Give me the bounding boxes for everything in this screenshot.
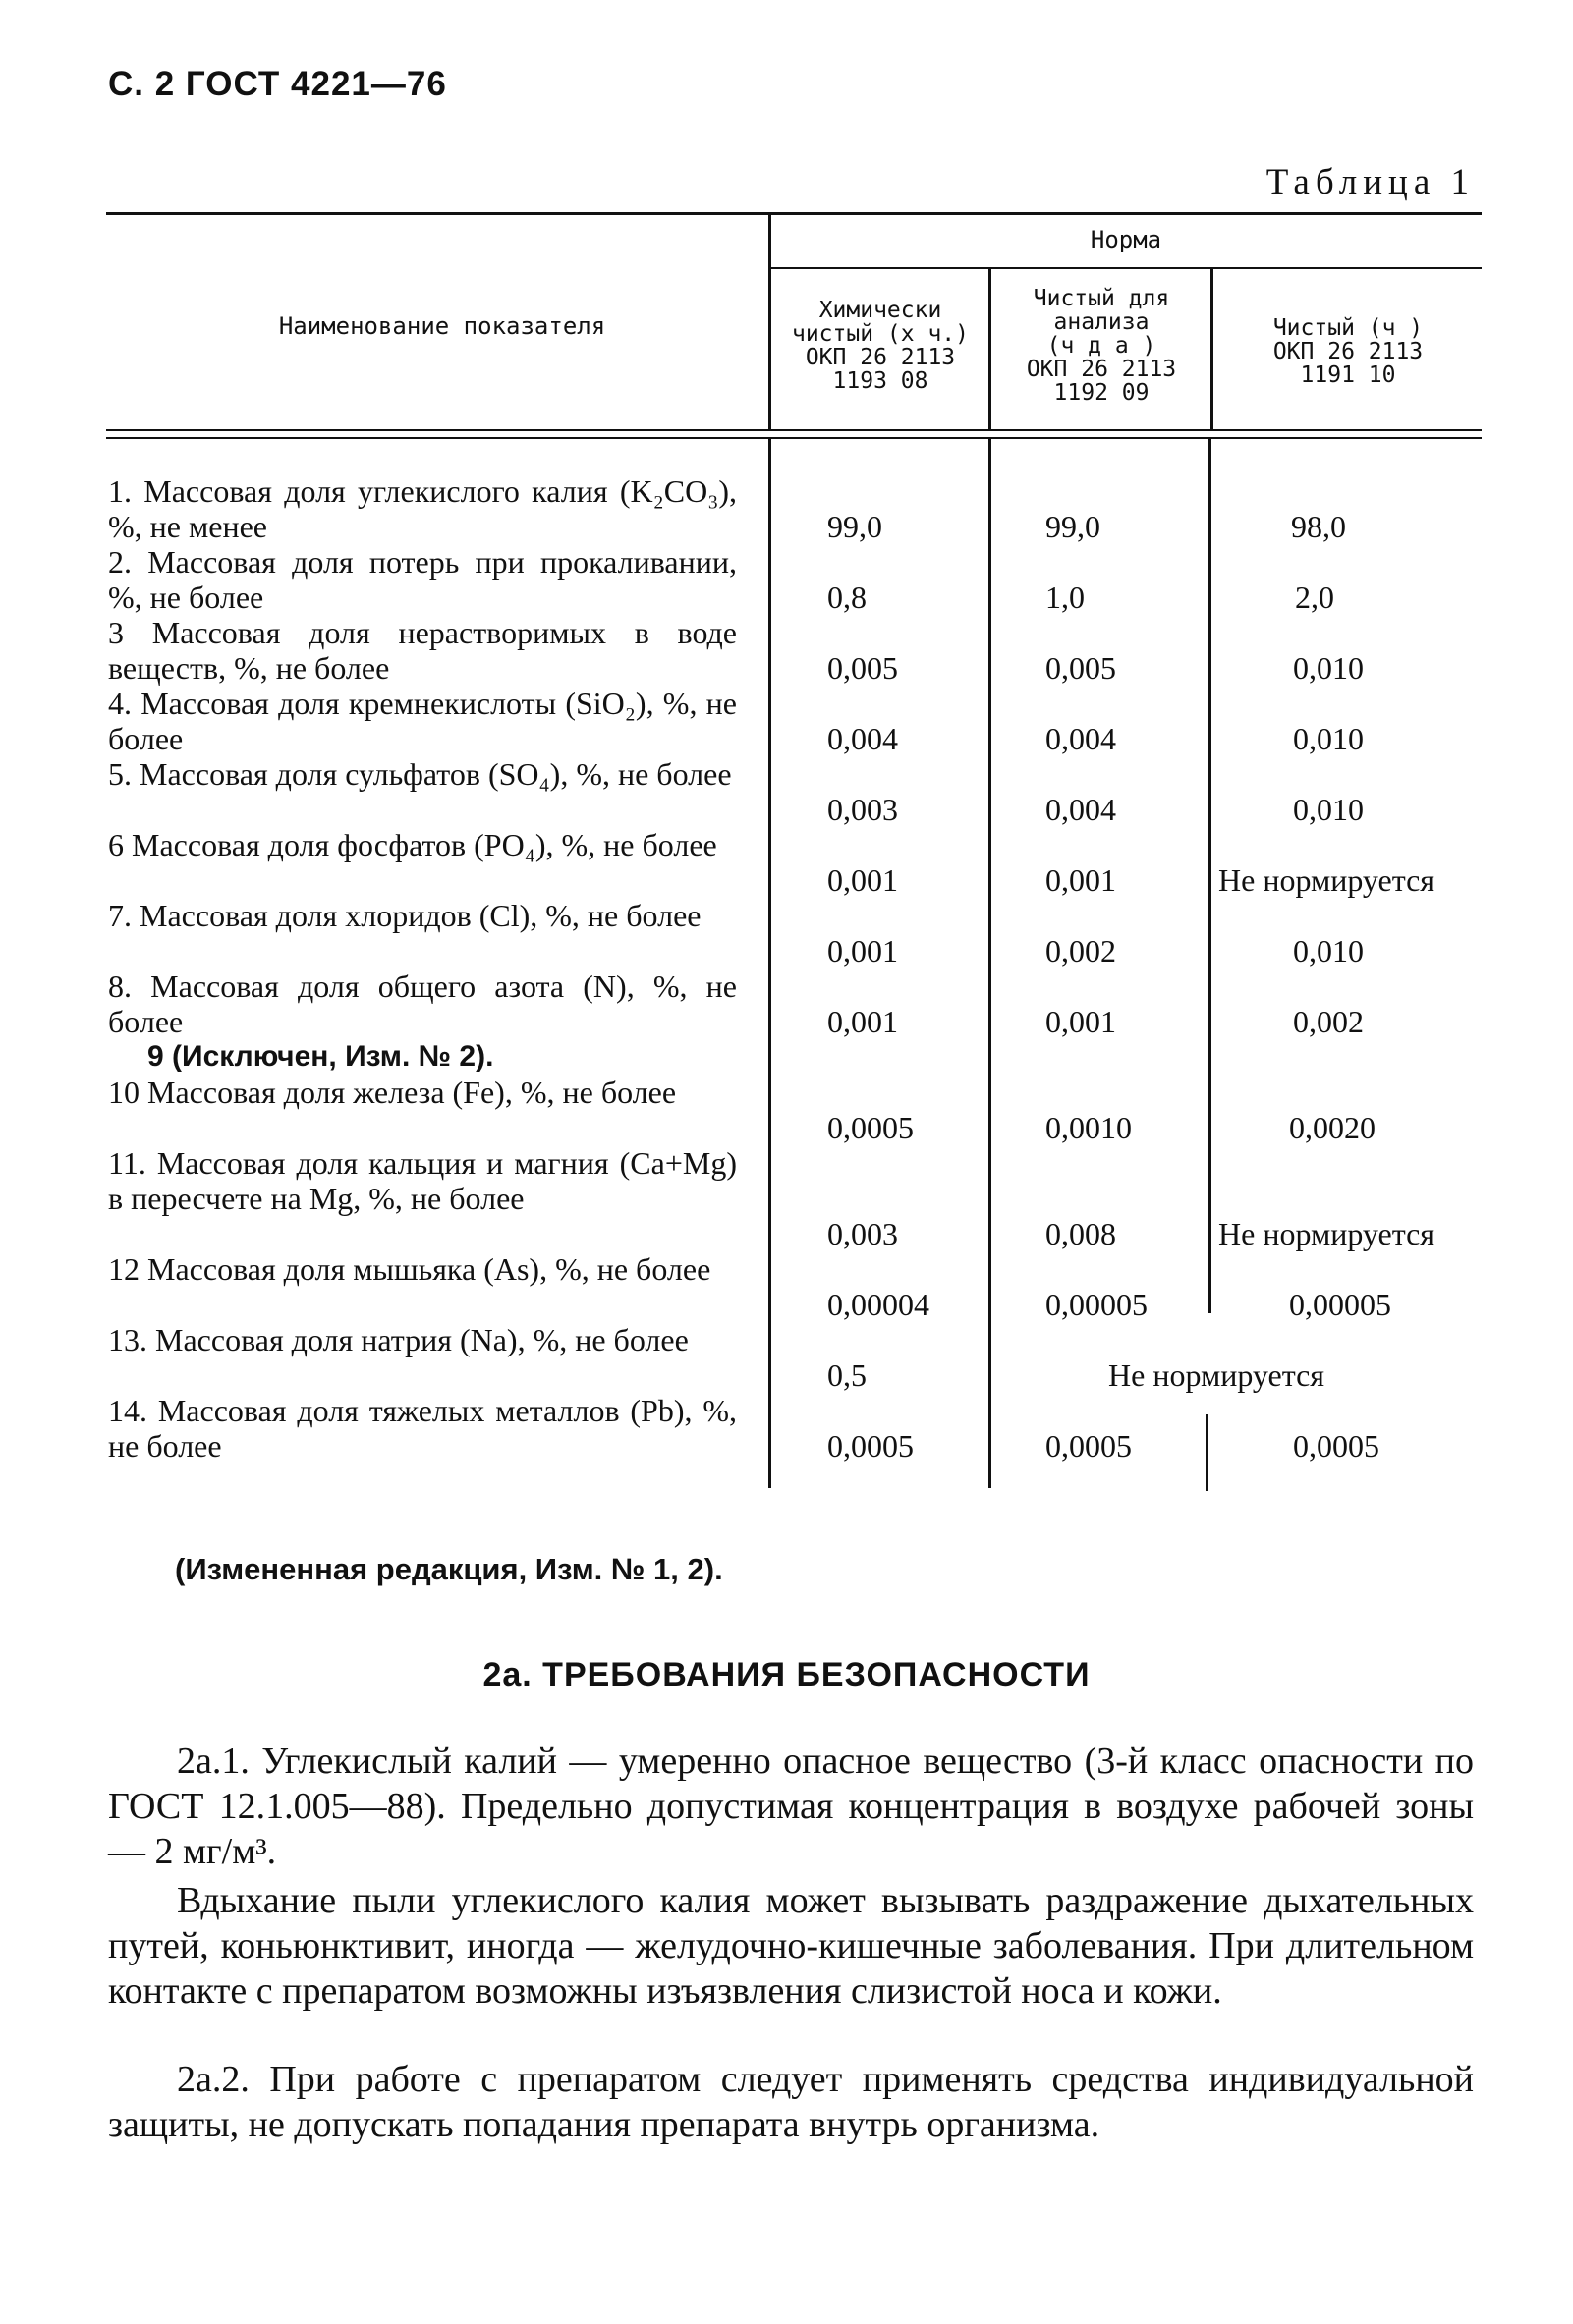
row-7-xch: 0,001 [827,933,898,968]
row-8-xch: 0,001 [827,1004,898,1039]
row-6-chda: 0,001 [1045,862,1116,898]
row-label-4: 4. Массовая доля кремнекислоты (SiO₂), %, не более [108,686,737,756]
row-11-chda: 0,008 [1045,1216,1116,1251]
grade-header-xch [772,299,988,393]
table-divider-3 [1210,269,1213,429]
row-4-chda: 0,004 [1045,721,1116,756]
row-1-xch: 99,0 [827,509,882,544]
paragraph-2a2: 2а.2. При работе с препаратом следует применять средства индивидуальной защиты, не допускать попадания препарата внутрь организма. [108,2059,1474,2145]
row-1-ch: 98,0 [1291,509,1346,544]
section-title: 2а. ТРЕБОВАНИЯ БЕЗОПАСНОСТИ [482,1656,1091,1693]
row-6-xch: 0,001 [827,862,898,898]
row-4-xch: 0,004 [827,721,898,756]
row-8-chda: 0,001 [1045,1004,1116,1039]
grade-chda-line3: (ч д а ) [1046,333,1156,359]
row-14-chda: 0,0005 [1045,1428,1132,1464]
table-top-rule [106,212,1482,215]
row-label-11: 11. Массовая доля кальция и магния (Ca+Mg) в пересчете на Mg, %, не более [108,1145,737,1216]
row-14-ch: 0,0005 [1293,1428,1379,1464]
row-12-chda: 0,00005 [1045,1287,1148,1322]
row-12-ch: 0,00005 [1289,1287,1391,1322]
paragraph-2a1: 2а.1. Углекислый калий — умеренно опасное вещество (3-й класс опасности по ГОСТ 12.1.005—88). Предельно допустимая концентрация в воздухе рабочей зоны — 2 мг/м³. [108,1741,1474,1872]
grade-ch-line3: 1191 10 [1300,362,1396,388]
row-label-2: 2. Массовая доля потерь при прокаливании, %, не более [108,544,737,615]
grade-xch-line3: ОКП 26 2113 [805,345,956,370]
grade-xch-line2: чистый (х ч.) [791,321,969,347]
row-13-xch: 0,5 [827,1357,867,1393]
grade-header-chda [992,287,1210,405]
row-label-12: 12 Массовая доля мышьяка (As), %, не более [108,1251,711,1287]
row-2-chda: 1,0 [1045,580,1085,615]
row-12-xch: 0,00004 [827,1287,929,1322]
row-2-ch: 2,0 [1295,580,1334,615]
row-label-1: 1. Массовая доля углекислого калия (K₂CO₃), %, не менее [108,473,737,544]
row-7-ch: 0,010 [1293,933,1364,968]
row-5-chda: 0,004 [1045,792,1116,827]
row-label-13: 13. Массовая доля натрия (Na), %, не более [108,1322,689,1357]
table-caption: Таблица 1 [1265,162,1475,202]
row-label-6: 6 Массовая доля фосфатов (PO₄), %, не более [108,827,717,862]
column-header-name: Наименование показателя [278,312,606,340]
row-1-chda: 99,0 [1045,509,1100,544]
row-label-7: 7. Массовая доля хлоридов (Cl), %, не более [108,898,702,933]
row-label-3: 3 Массовая доля нерастворимых в воде веществ, %, не более [108,615,737,686]
row-label-10: 10 Массовая доля железа (Fe), %, не более [108,1075,677,1110]
table-divider-2-body [988,439,991,1488]
row-4-ch: 0,010 [1293,721,1364,756]
page-header: С. 2 ГОСТ 4221—76 [108,65,447,103]
row-3-chda: 0,005 [1045,650,1116,686]
table-divider-2 [988,269,991,429]
grade-chda-line4: ОКП 26 2113 [1026,357,1177,382]
row-label-9: 9 (Исключен, Изм. № 2). [147,1040,494,1073]
norm-header: Норма [1090,226,1162,253]
row-14-xch: 0,0005 [827,1428,914,1464]
paragraph-inhalation: Вдыхание пыли углекислого калия может вызывать раздражение дыхательных путей, коньюнктивит, иногда — желудочно-кишечные заболевания. При длительном контакте с препаратом возможны изъязвления слизистой носа и кожи. [108,1880,1474,2012]
row-13-chda-ch: Не нормируется [1108,1357,1324,1393]
header-bottom-rule-1 [106,429,1482,431]
table-divider-3-body-b [1206,1414,1208,1491]
row-3-ch: 0,010 [1293,650,1364,686]
grade-chda-line2: анализа [1053,309,1150,335]
row-label-8: 8. Массовая доля общего азота (N), %, не более [108,968,737,1039]
row-label-5: 5. Массовая доля сульфатов (SO₄), %, не более [108,756,732,792]
row-11-xch: 0,003 [827,1216,898,1251]
grade-header-ch [1214,316,1482,387]
row-2-xch: 0,8 [827,580,867,615]
row-6-ch: Не нормируется [1218,862,1434,898]
row-10-ch: 0,0020 [1289,1110,1376,1145]
header-bottom-rule-2 [106,437,1482,439]
row-10-chda: 0,0010 [1045,1110,1132,1145]
row-11-ch: Не нормируется [1218,1216,1434,1251]
grade-chda-line5: 1192 09 [1053,380,1150,406]
grade-xch-line1: Химически [818,298,942,323]
grade-ch-line1: Чистый (ч ) [1272,315,1424,341]
grade-xch-line4: 1193 08 [832,368,928,394]
table-divider-3-body-a [1208,439,1211,1313]
row-5-xch: 0,003 [827,792,898,827]
grade-ch-line2: ОКП 26 2113 [1272,339,1424,364]
grade-chda-line1: Чистый для [1033,286,1170,311]
row-3-xch: 0,005 [827,650,898,686]
norm-header-rule [770,267,1482,269]
row-label-14: 14. Массовая доля тяжелых металлов (Pb), %, не более [108,1393,737,1464]
row-10-xch: 0,0005 [827,1110,914,1145]
row-7-chda: 0,002 [1045,933,1116,968]
row-8-ch: 0,002 [1293,1004,1364,1039]
amendment-note: (Измененная редакция, Изм. № 1, 2). [175,1552,723,1586]
table-divider-1-body [768,439,771,1488]
row-5-ch: 0,010 [1293,792,1364,827]
